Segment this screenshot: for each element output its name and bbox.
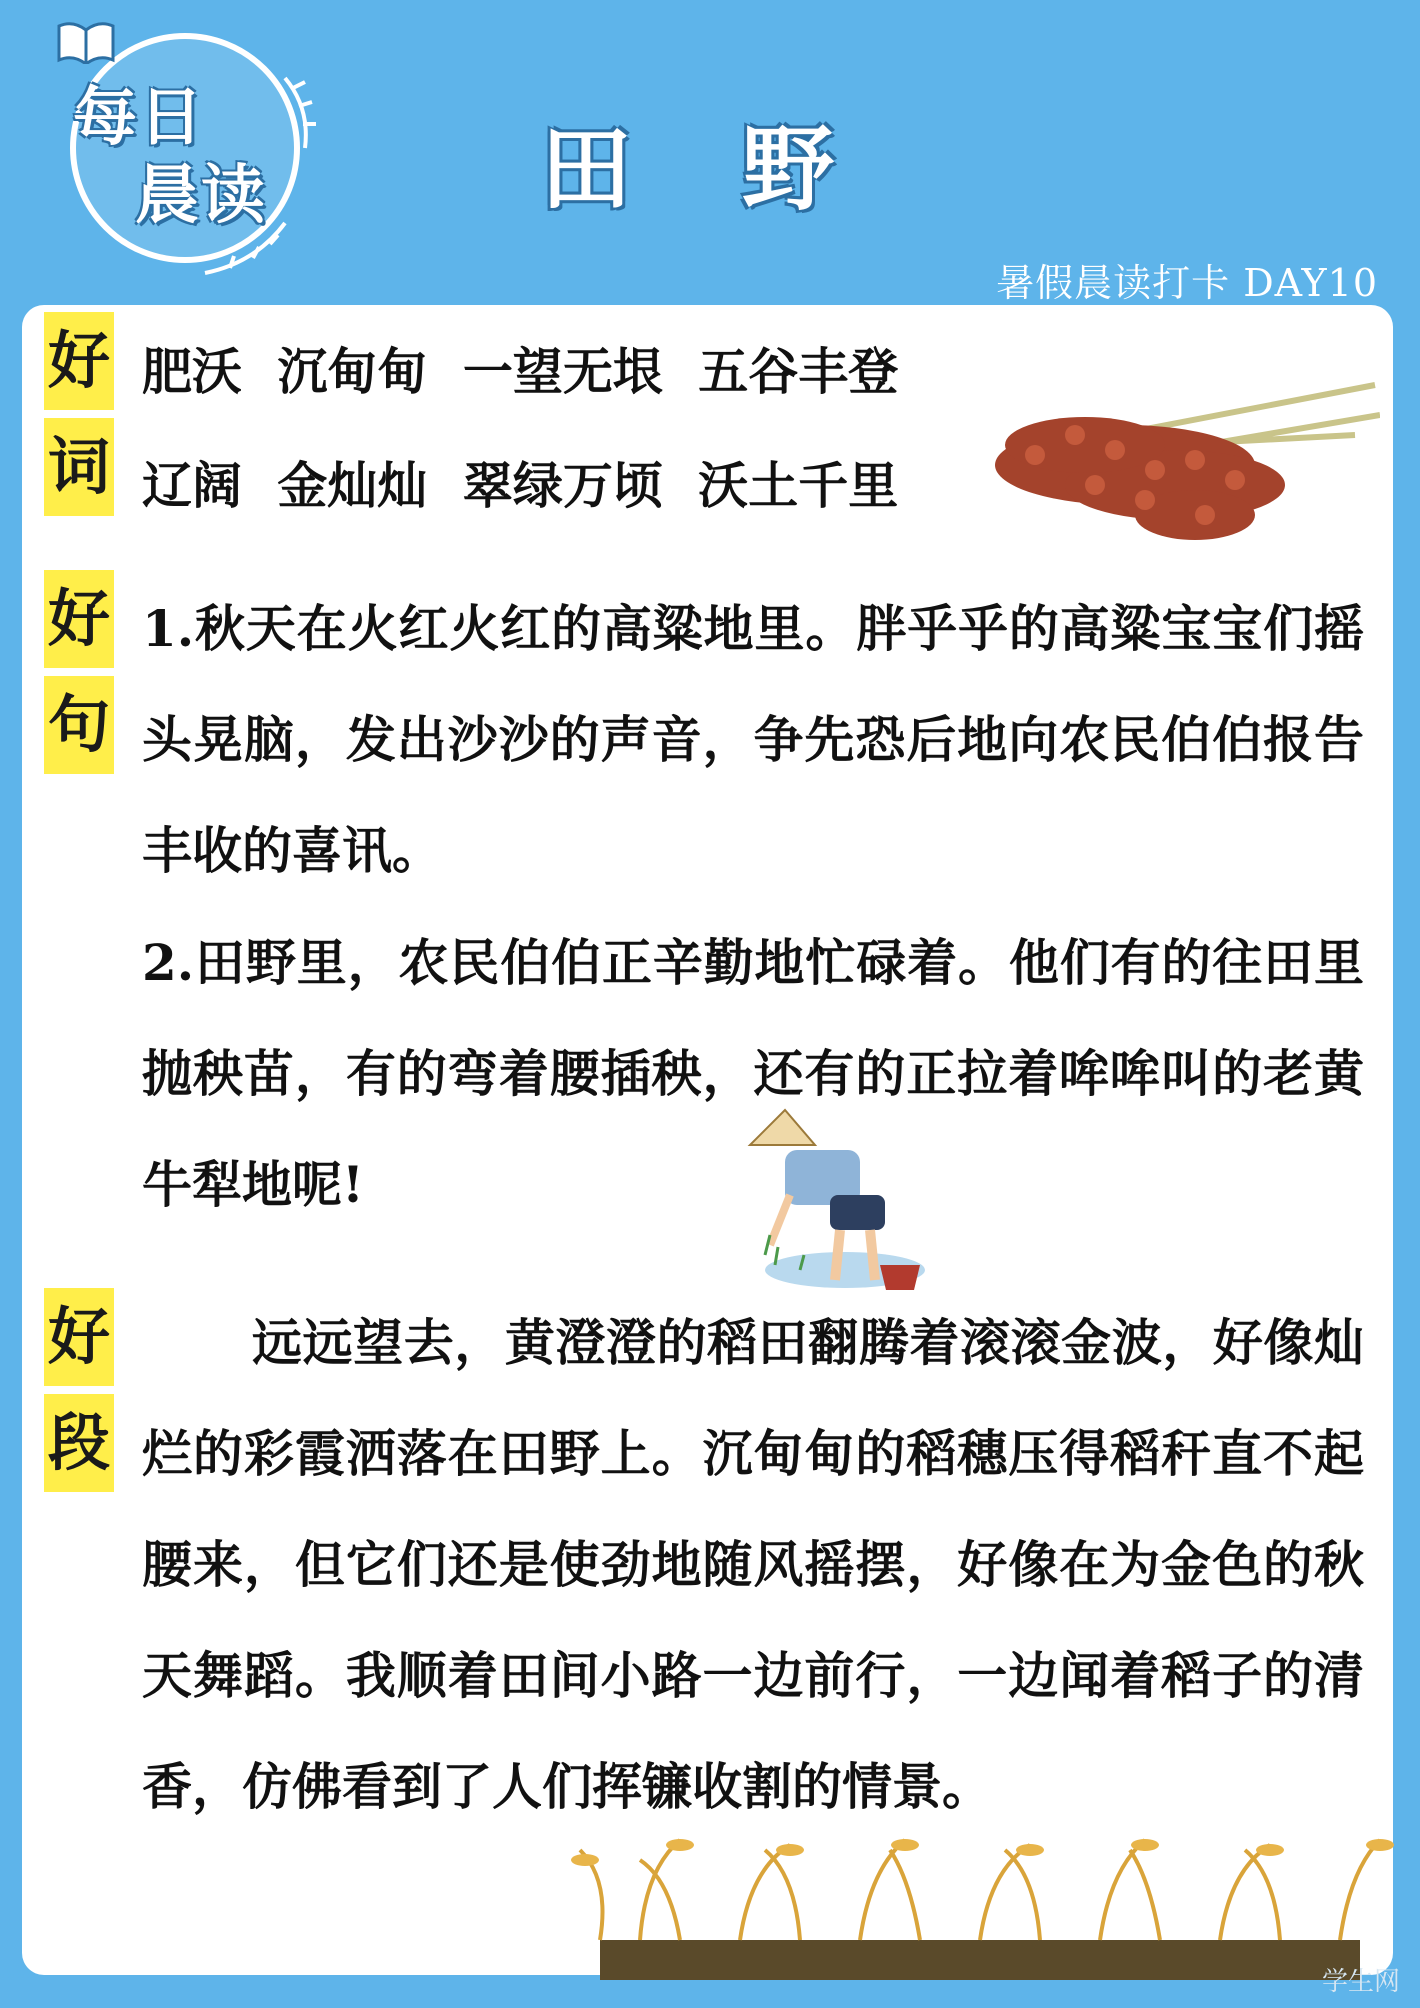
label-char: 词 <box>44 410 114 516</box>
page-subtitle: 暑假晨读打卡 DAY10 <box>996 261 1378 305</box>
rice-grass-illustration <box>540 1830 1420 1980</box>
daily-reading-logo <box>55 18 325 288</box>
label-char: 好 <box>47 582 110 655</box>
label-char: 好 <box>47 324 110 397</box>
label-char: 好 <box>47 1300 110 1373</box>
good-sentence-2: 2.田野里，农民伯伯正辛勤地忙碌着。他们有的往田里抛秧苗，有的弯着腰插秧，还有的正拉着哞哞叫的老黄牛犁地呢! <box>142 933 1364 1214</box>
good-paragraph-label <box>44 1288 114 1492</box>
sorghum-illustration <box>995 375 1380 555</box>
good-words-label <box>44 312 114 516</box>
good-sentence-1: 1.秋天在火红火红的高粱地里。胖乎乎的高粱宝宝们摇头晃脑，发出沙沙的声音，争先恐后地向农民伯伯报告丰收的喜讯。 <box>142 599 1364 880</box>
good-paragraph-text: 远远望去，黄澄澄的稻田翻腾着滚滚金波，好像灿烂的彩霞洒落在田野上。沉甸甸的稻穗压得稻秆直不起腰来，但它们还是使劲地随风摇摆，好像在为金色的秋天舞蹈。我顺着田间小路一边前行，一边闻着稻子的清香，仿佛看到了人们挥镰收割的情景。 <box>142 1313 1364 1816</box>
watermark: 学生网 <box>1321 1967 1400 1997</box>
label-char: 段 <box>44 1386 114 1492</box>
logo-text-daily: 每日 <box>73 81 205 155</box>
logo-text-morning-reading: 晨读 <box>135 159 267 233</box>
farmer-illustration <box>740 1105 930 1295</box>
book-icon <box>55 18 117 64</box>
good-words-line-1: 肥沃 沉甸甸 一望无垠 五谷丰登 <box>142 342 899 401</box>
good-words-line-2: 辽阔 金灿灿 翠绿万顷 沃土千里 <box>142 456 899 515</box>
good-sentences-label <box>44 570 114 774</box>
page-title: 田野 <box>540 116 945 223</box>
label-char: 句 <box>44 668 114 774</box>
